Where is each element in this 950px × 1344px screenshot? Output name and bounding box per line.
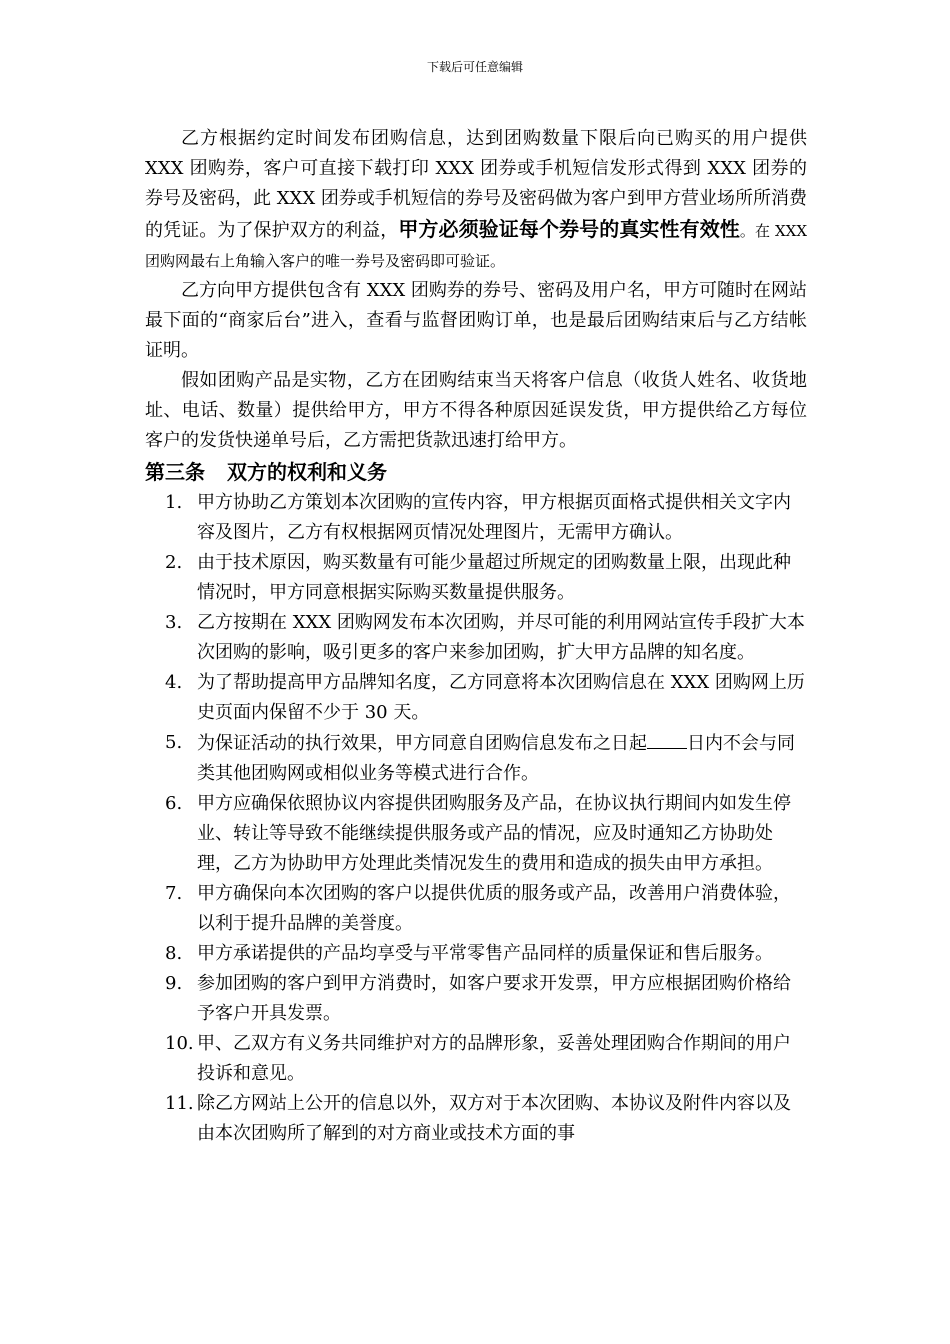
- list-item-number: 10.: [165, 1033, 194, 1054]
- paragraph-1-text-b: 。在 XXX 团购网最右上角输入客户的唯一券号及密码即可验证。: [145, 222, 807, 270]
- list-item-number: 5.: [165, 732, 183, 753]
- list-item-number: 2.: [165, 552, 183, 573]
- list-item-number: 9.: [165, 973, 183, 994]
- list-item-number: 1.: [165, 492, 183, 513]
- list-item-text: 甲、乙双方有义务共同维护对方的品牌形象，妥善处理团购合作期间的用户投诉和意见。: [197, 1033, 791, 1084]
- list-item-text: 为了帮助提高甲方品牌知名度，乙方同意将本次团购信息在 XXX 团购网上历史页面内保留不少于 30 天。: [197, 672, 805, 723]
- list-item-text: 乙方按期在 XXX 团购网发布本次团购，并尽可能的利用网站宣传手段扩大本次团购的影响，吸引更多的客户来参加团购，扩大甲方品牌的知名度。: [197, 612, 805, 663]
- list-item: [145, 1089, 807, 1149]
- list-item-number: 3.: [165, 612, 183, 633]
- list-item: [145, 939, 807, 969]
- list-item-text: 甲方协助乙方策划本次团购的宣传内容，甲方根据页面格式提供相关文字内容及图片，乙方有权根据网页情况处理图片，无需甲方确认。: [197, 492, 791, 543]
- list-item-number: 4.: [165, 672, 183, 693]
- list-item-text-a: 为保证活动的执行效果，甲方同意自团购信息发布之日起: [197, 733, 647, 754]
- list-item-text: 甲方承诺提供的产品均享受与平常零售产品同样的质量保证和售后服务。: [197, 943, 773, 964]
- fill-in-blank: [647, 728, 687, 749]
- list-item: [145, 1029, 807, 1089]
- list-item-text-b: 日内不会与同类其他团购网或相似业务等模式进行合作。: [197, 733, 795, 784]
- list-item-number: 6.: [165, 793, 183, 814]
- list-item: [145, 789, 807, 879]
- list-item: [145, 548, 807, 608]
- paragraph-2: 乙方向甲方提供包含有 XXX 团购券的券号、密码及用户名，甲方可随时在网站最下面的“商家后台”进入，查看与监督团购订单，也是最后团购结束后与乙方结帐证明。: [145, 280, 807, 361]
- list-item-number: 7.: [165, 883, 183, 904]
- list-item: [145, 488, 807, 548]
- list-item-text: 参加团购的客户到甲方消费时，如客户要求开发票，甲方应根据团购价格给予客户开具发票。: [197, 973, 791, 1024]
- list-item: [145, 608, 807, 668]
- list-item-number: 8.: [165, 943, 183, 964]
- document-body: [145, 124, 807, 1149]
- list-item-number: 11.: [165, 1093, 194, 1114]
- list-item: [145, 668, 807, 728]
- list-item-text: 由于技术原因，购买数量有可能少量超过所规定的团购数量上限，出现此种情况时，甲方同意根据实际购买数量提供服务。: [197, 552, 791, 603]
- list-item: [145, 969, 807, 1029]
- section-heading: [145, 456, 807, 488]
- list-item-text: 甲方应确保依照协议内容提供团购服务及产品，在协议执行期间内如发生停业、转让等导致不能继续提供服务或产品的情况，应及时通知乙方协助处理，乙方为协助甲方处理此类情况发生的费用和造成的损失由甲方承担。: [197, 793, 791, 874]
- list-item-text: 甲方确保向本次团购的客户以提供优质的服务或产品，改善用户消费体验，以利于提升品牌的美誉度。: [197, 883, 791, 934]
- list-item: [145, 728, 807, 789]
- list-item: [145, 879, 807, 939]
- section-title: 双方的权利和义务: [227, 460, 387, 484]
- obligations-list: [145, 488, 807, 1149]
- paragraph-1: [145, 124, 807, 276]
- paragraph-1-bold-text: 甲方必须验证每个券号的真实性有效性: [398, 217, 740, 241]
- section-number: 第三条: [145, 460, 205, 484]
- page-header: 下载后可任意编辑: [426, 60, 523, 74]
- paragraph-1-text-a: 乙方根据约定时间发布团购信息，达到团购数量下限后向已购买的用户提供 XXX 团购券，客户可直接下载打印 XXX 团券或手机短信发形式得到 XXX 团券的券号及密码，此 XXX 团券或手机短信的券号及密码做为客户到甲方营业场所所消费的凭证。为了保护双方的利益，: [145, 128, 807, 241]
- paragraph-3: 假如团购产品是实物，乙方在团购结束当天将客户信息（收货人姓名、收货地址、电话、数量）提供给甲方，甲方不得各种原因延误发货，甲方提供给乙方每位客户的发货快递单号后，乙方需把货款迅速打给甲方。: [145, 370, 807, 451]
- list-item-text: 除乙方网站上公开的信息以外，双方对于本次团购、本协议及附件内容以及由本次团购所了解到的对方商业或技术方面的事: [197, 1093, 791, 1144]
